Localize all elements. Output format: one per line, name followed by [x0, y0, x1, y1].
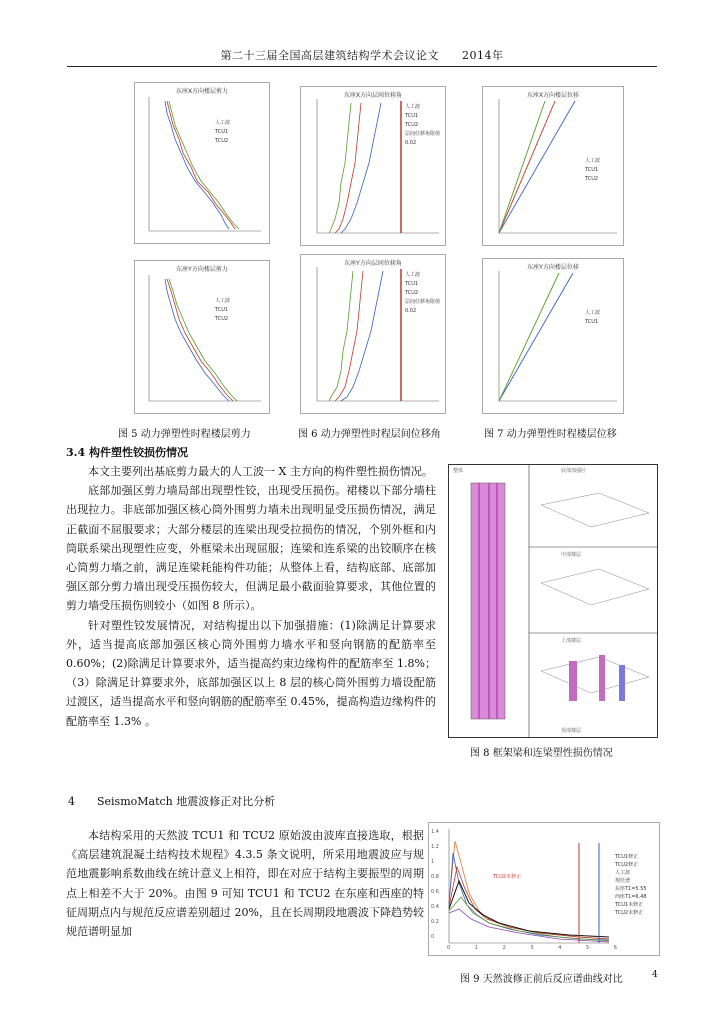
- legend-item: TCU2: [405, 290, 419, 296]
- legend-item: TCU1: [405, 113, 419, 119]
- figure-8-plastic-damage: [448, 464, 658, 738]
- legend-item: TCU1: [215, 129, 229, 135]
- chart-east-x-story-shear: [134, 82, 270, 244]
- chart-east-x-drift: [300, 86, 446, 246]
- chart-east-y-story-shear: [134, 260, 270, 414]
- paragraph: 本结构采用的天然波 TCU1 和 TCU2 原始波由波库直接选取，根据《高层建筑混凝土结构技术规程》4.3.5 条文说明，所采用地震波应与规范地震影响系数曲线在统计意义上相符，即在对应于结构主要振型的周期点上相差不大于 20%。由图 9 可知 TCU1 和 TCU2 在东座和西座的特征周期点内与规范反应谱差别超过 20%，且在长周期段地震波下降趋势较规范谱明显加: [66, 829, 424, 939]
- legend-item: TCU1修正: [615, 854, 639, 860]
- section-3-4-body: [66, 462, 436, 731]
- running-header: 第二十三届全国高层建筑结构学术会议论文 2014年: [220, 49, 504, 62]
- legend-item: TCU1: [405, 281, 419, 287]
- caption-fig8: 图 8 框架梁和连梁塑性损伤情况: [470, 748, 613, 759]
- caption-fig9: 图 9 天然波修正前后反应谱曲线对比: [460, 974, 623, 985]
- legend-item: 人工波: [585, 310, 601, 316]
- fig8-label: 整体: [453, 468, 464, 474]
- legend-item: 人工波: [585, 158, 601, 164]
- chart-legend: [585, 309, 600, 327]
- chart-east-y-drift: [300, 254, 446, 414]
- legend-item: 人工波: [615, 870, 631, 876]
- legend-item: TCU2修正: [615, 862, 639, 868]
- fig9-y-ticks: 1.4 1.2 1 0.8 0.6 0.4 0.2 0: [431, 829, 439, 940]
- fig8-label: 底部加强区: [561, 468, 587, 474]
- legend-item: 西座T1=6.48: [615, 894, 647, 900]
- chart-title: 东座X方向楼层位移: [526, 92, 580, 99]
- paragraph: 针对塑性铰发展情况，对结构提出以下加强措施：(1)除满足计算要求外，适当提高底部加强区核心筒外围剪力墙水平和竖向钢筋的配筋率至 0.60%；(2)除满足计算要求外，适当提高约束边缘构件的配筋率至 1.8%；（3）除满足计算要求外，底部加强区以上 8 层的核心筒外围剪力墙设配筋过渡区，适当提高水平和竖向钢筋的配筋率至 0.45%，提高构造边缘构件的配筋率至 1.3% 。: [66, 618, 436, 728]
- legend-item: TCU2: [215, 138, 229, 144]
- legend-item: TCU1: [215, 307, 229, 313]
- fig8-label: 顶部楼层: [561, 728, 582, 734]
- chart-legend: [405, 271, 445, 316]
- legend-item: 层间位移角限值0.02: [405, 131, 441, 146]
- paragraph: 本文主要列出基底剪力最大的人工波一 X 主方向的构件塑性损伤情况。: [88, 465, 433, 478]
- chart-legend: [215, 119, 230, 146]
- legend-item: 层间位移角限值0.02: [405, 299, 441, 314]
- chart-legend: [405, 103, 445, 148]
- fig8-label: 上部楼层: [561, 638, 582, 644]
- fig9-x-ticks: 0 1 2 3 4 5 6: [447, 945, 617, 951]
- legend-item: TCU2: [215, 316, 229, 322]
- section-heading-4: 4 SeismoMatch 地震波修正对比分析: [68, 795, 276, 808]
- chart-legend: [585, 157, 600, 184]
- chart-east-x-displacement: [482, 86, 624, 246]
- legend-item: 人工波: [405, 104, 421, 110]
- fig8-label: 中部楼层: [561, 552, 582, 558]
- chart-title: 东座Y方向楼层剪力: [176, 266, 228, 273]
- paragraph: 底部加强区剪力墙局部出现塑性铰，出现受压损伤。裙楼以下部分墙柱出现拉力。非底部加强区核心筒外围剪力墙未出现明显受压损伤情况，满足正截面不屈服要求；大部分楼层的连梁出现受拉损伤的情况，个别外框和内筒联系梁出现塑性应变，外框梁未出现屈服；连梁和连系梁的出铰顺序在核心筒剪力墙之前，满足连梁耗能构件功能；从整体上看，结构底部、底部加强区部分剪力墙出现受压损伤较大，但满足最小截面验算要求，其他位置的剪力墙受压损伤则较小（如图 8 所示）。: [66, 484, 436, 613]
- caption-fig6: 图 6 动力弹塑性时程层间位移角: [298, 429, 441, 440]
- legend-item: TCU1未修正: [615, 902, 644, 908]
- legend-item: TCU2: [585, 176, 599, 182]
- chart-legend: [615, 853, 647, 917]
- legend-item: 规范谱: [615, 878, 631, 884]
- legend-item: 东座T1=5.55: [615, 886, 647, 892]
- chart-legend: [215, 297, 230, 324]
- fig9-annotation: TCU2未修正: [493, 874, 522, 880]
- chart-title: 东座X方向楼层剪力: [175, 88, 229, 95]
- legend-item: TCU2: [405, 122, 419, 128]
- chart-title: 东座X方向层间位移角: [343, 92, 403, 99]
- legend-item: TCU1: [585, 319, 599, 325]
- caption-fig5: 图 5 动力弹塑性时程楼层剪力: [118, 429, 251, 440]
- chart-response-spectrum: [428, 822, 660, 956]
- legend-item: 人工波: [215, 298, 231, 304]
- header-rule: [67, 66, 657, 67]
- section-heading-3-4: 3.4 构件塑性铰损伤情况: [66, 446, 188, 459]
- legend-item: TCU1: [585, 167, 599, 173]
- section-4-body: [66, 826, 424, 941]
- chart-east-y-displacement: [482, 258, 624, 414]
- caption-fig7: 图 7 动力弹塑性时程楼层位移: [484, 429, 617, 440]
- page-number: 4: [652, 970, 658, 980]
- legend-item: TCU2未修正: [615, 910, 644, 916]
- legend-item: 人工波: [215, 120, 231, 126]
- chart-title: 东座Y方向楼层位移: [527, 264, 579, 271]
- legend-item: 人工波: [405, 272, 421, 278]
- chart-title: 东座Y方向层间位移角: [344, 260, 402, 267]
